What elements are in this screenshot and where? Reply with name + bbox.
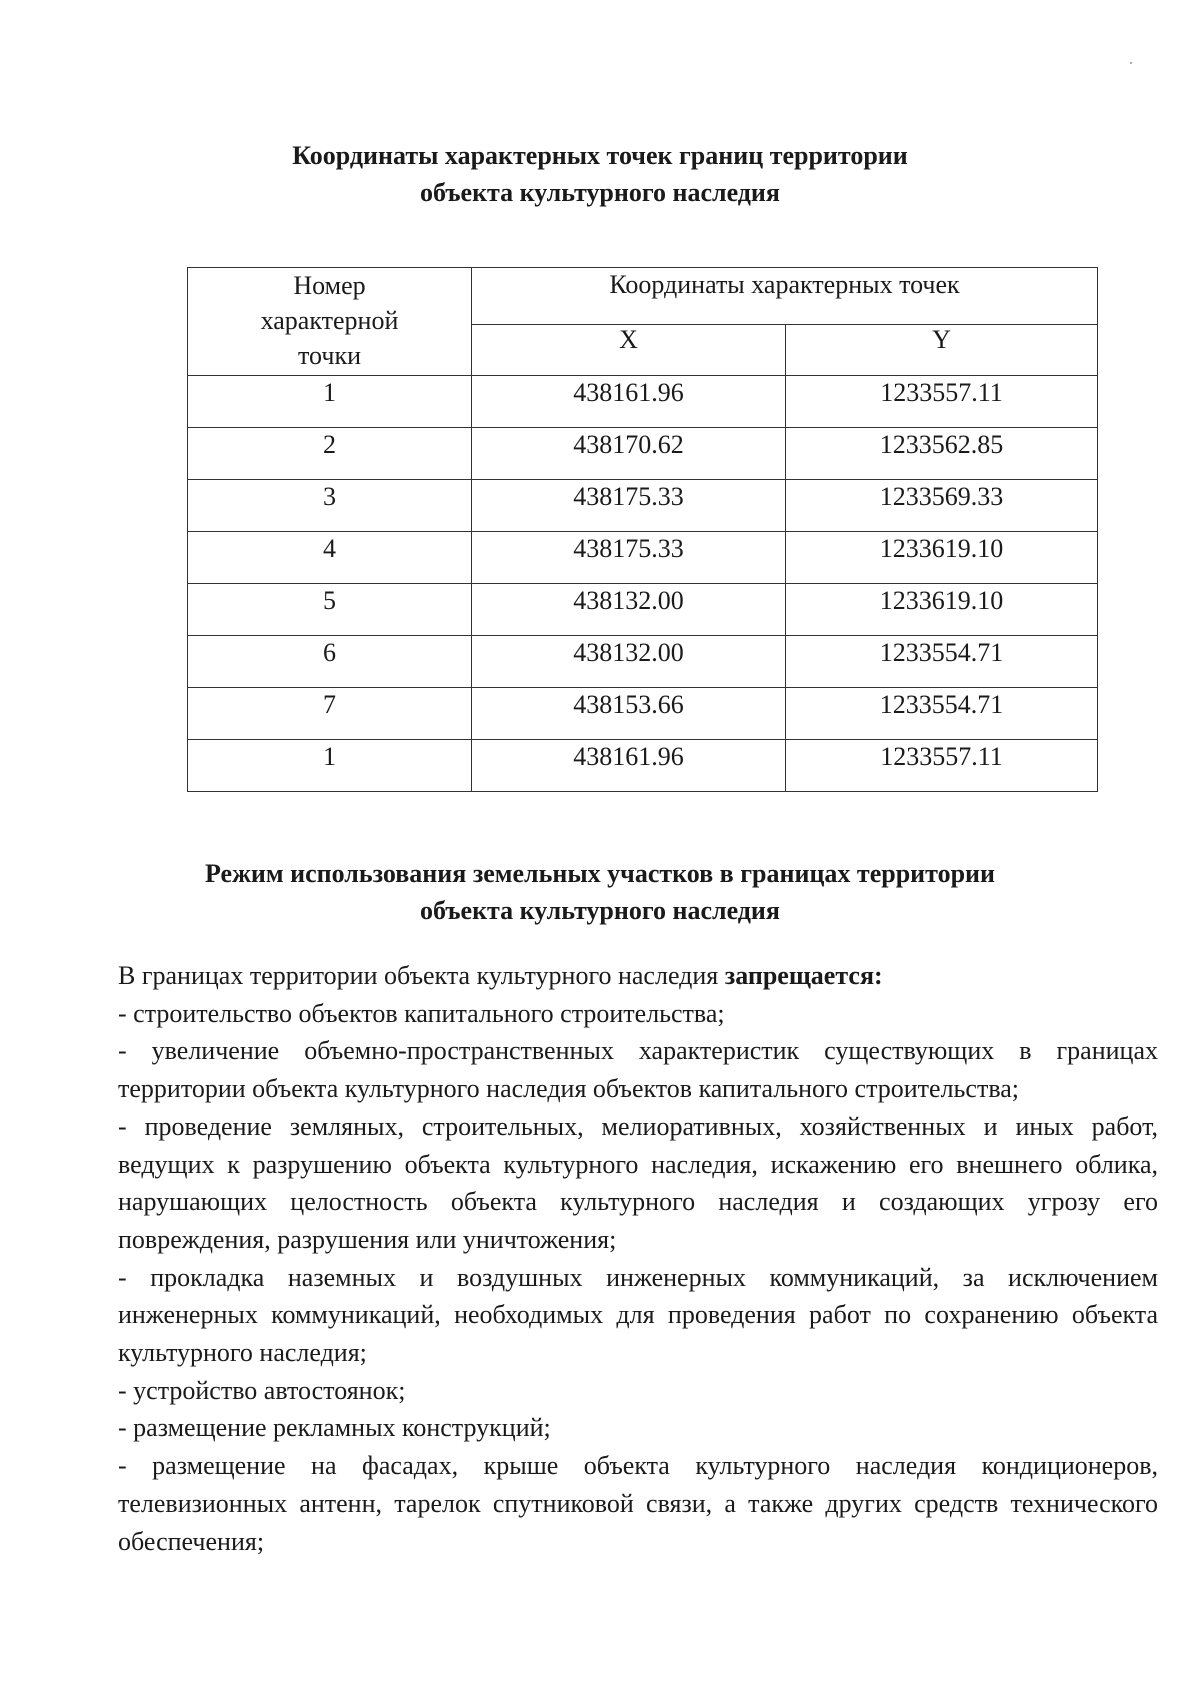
table-row [188,532,1098,584]
cell-point-number: 3 [188,480,472,532]
cell-x: 438161.96 [472,376,786,428]
cell-x: 438175.33 [472,532,786,584]
cell-y: 1233619.10 [786,584,1098,636]
header-coordinates-group: Координаты характерных точек [472,268,1098,325]
land-use-regime-heading [0,855,1200,929]
coordinates-heading-line-2: объекта культурного наследия [420,178,780,207]
restriction-item: - размещение рекламных конструкций; [118,1413,551,1443]
cell-y: 1233619.10 [786,532,1098,584]
cell-point-number: 2 [188,428,472,480]
cell-x: 438170.62 [472,428,786,480]
table-row [188,636,1098,688]
cell-x: 438153.66 [472,688,786,740]
coordinates-heading-line-1: Координаты характерных точек границ территории [292,141,908,170]
restriction-item: - увеличение объемно-пространственных характеристик существующих в границах территории объекта культурного наследия объектов капитального строительства; [118,1036,1158,1104]
cell-x: 438175.33 [472,480,786,532]
header-point-number-line-2: характерной [260,306,399,335]
cell-y: 1233554.71 [786,688,1098,740]
coordinates-heading [0,137,1200,211]
restriction-item: - проведение земляных, строительных, мелиоративных, хозяйственных и иных работ, ведущих к разрушению объекта культурного наследия, искажению его внешнего облика, нарушающих целостность объекта культурного наследия и создающих угрозу его повреждения, разрушения или уничтожения; [118,1111,1158,1254]
cell-y: 1233562.85 [786,428,1098,480]
cell-point-number: 1 [188,376,472,428]
table-row [188,584,1098,636]
cell-point-number: 4 [188,532,472,584]
cell-y: 1233557.11 [786,740,1098,792]
cell-x: 438132.00 [472,636,786,688]
restrictions-intro-bold: запрещается: [724,961,883,990]
cell-y: 1233569.33 [786,480,1098,532]
cell-y: 1233557.11 [786,376,1098,428]
restriction-item: - размещение на фасадах, крыше объекта культурного наследия кондиционеров, телевизионных антенн, тарелок спутниковой связи, а также других средств технического обеспечения; [118,1451,1158,1556]
table-row [188,688,1098,740]
header-point-number-line-3: точки [298,341,361,370]
restriction-item: - устройство автостоянок; [118,1375,406,1405]
restrictions-intro [118,957,1158,995]
header-point-number [188,268,472,376]
header-x: X [472,325,786,376]
coordinates-table [187,267,1098,792]
table-row [188,740,1098,792]
restriction-item: - строительство объектов капитального строительства; [118,998,725,1028]
cell-point-number: 7 [188,688,472,740]
land-use-regime-heading-line-1: Режим использования земельных участков в границах территории [204,859,995,888]
header-y: Y [786,325,1098,376]
land-use-regime-heading-line-2: объекта культурного наследия [420,896,780,925]
restrictions-text [118,957,1158,1560]
cell-point-number: 5 [188,584,472,636]
cell-point-number: 6 [188,636,472,688]
restrictions-intro-text: В границах территории объекта культурного наследия [118,961,725,990]
restriction-item: - прокладка наземных и воздушных инженерных коммуникаций, за исключением инженерных коммуникаций, необходимых для проведения работ по сохранению объекта культурного наследия; [118,1262,1158,1368]
scan-speck [1130,62,1132,64]
cell-x: 438132.00 [472,584,786,636]
cell-point-number: 1 [188,740,472,792]
table-row [188,480,1098,532]
header-point-number-line-1: Номер [293,271,366,300]
table-row [188,376,1098,428]
table-row [188,428,1098,480]
cell-y: 1233554.71 [786,636,1098,688]
cell-x: 438161.96 [472,740,786,792]
